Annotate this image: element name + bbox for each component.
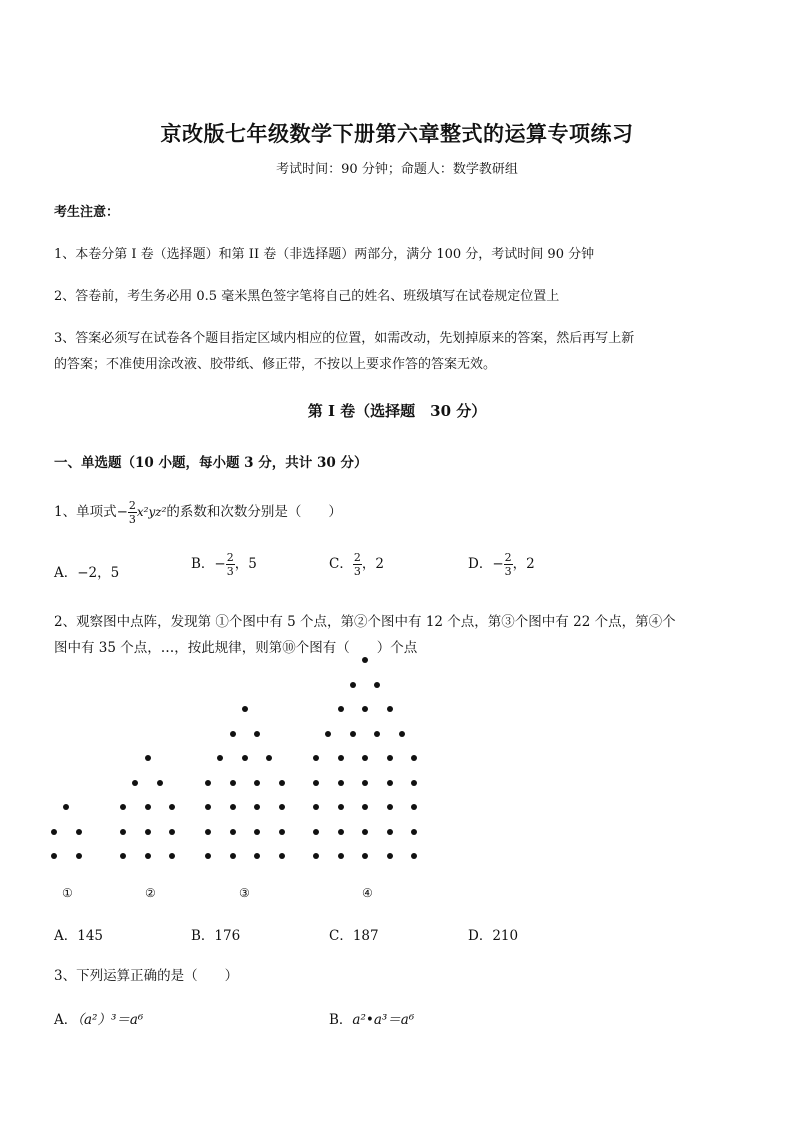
pattern-dot (313, 755, 319, 761)
pattern-dot (205, 829, 211, 835)
pattern-dot (374, 682, 380, 688)
pattern-dot (411, 755, 417, 761)
figure-label-4: ④ (362, 886, 373, 900)
q1-option-a[interactable] (54, 561, 119, 581)
pattern-dot (411, 853, 417, 859)
pattern-dot (51, 853, 57, 859)
pattern-dot (254, 829, 260, 835)
q3-option-a[interactable] (54, 1008, 143, 1028)
option-tail: ，2 (361, 556, 384, 572)
pattern-dot (76, 853, 82, 859)
pattern-dot (279, 780, 285, 786)
option-tail: ，2 (512, 556, 535, 572)
pattern-dot (411, 780, 417, 786)
q2-option-a[interactable]: A．145 (54, 928, 104, 944)
pattern-dot (338, 804, 344, 810)
option-label: A． (54, 1012, 78, 1028)
pattern-dot (205, 853, 211, 859)
pattern-dot (387, 706, 393, 712)
question-1-stem (54, 500, 342, 525)
pattern-dot (230, 780, 236, 786)
question-2-stem-line1: 2、观察图中点阵，发现第 ①个图中有 5 个点，第②个图中有 12 个点，第③个图中有 22 个点，第④个 (54, 614, 676, 630)
notice-item: 3、答案必须写在试卷各个题目指定区域内相应的位置，如需改动，先划掉原来的答案，然后再写上新 (54, 331, 635, 346)
pattern-dot (313, 804, 319, 810)
pattern-dot (169, 853, 175, 859)
pattern-dot (338, 829, 344, 835)
pattern-dot (374, 731, 380, 737)
q1-option-b[interactable] (191, 552, 257, 577)
pattern-dot (350, 682, 356, 688)
pattern-dot (230, 731, 236, 737)
pattern-dot (279, 829, 285, 835)
pattern-dot (362, 706, 368, 712)
pattern-dot (350, 731, 356, 737)
pattern-dot (145, 755, 151, 761)
pattern-dot (313, 853, 319, 859)
q1-fraction-numerator: 2 (128, 499, 136, 512)
pattern-dot (279, 853, 285, 859)
fraction-denominator: 3 (504, 565, 512, 578)
pattern-dot (387, 755, 393, 761)
part-heading: 一、单选题（10 小题，每小题 3 分，共计 30 分） (54, 455, 368, 471)
question-2-stem-line2: 图中有 35 个点，…，按此规律，则第⑩个图有（ ）个点 (54, 640, 418, 656)
q1-sign: − (116, 504, 128, 520)
pattern-dot (325, 731, 331, 737)
pattern-dot (266, 755, 272, 761)
fraction-numerator: 2 (353, 551, 361, 564)
pattern-dot (145, 804, 151, 810)
pattern-dot (338, 755, 344, 761)
option-label: C． (329, 556, 353, 572)
figure-label-1: ① (62, 886, 73, 900)
q1-option-c[interactable] (329, 552, 384, 577)
figure-label-3: ③ (239, 886, 250, 900)
fraction-denominator: 3 (226, 565, 234, 578)
q1-option-d[interactable] (468, 552, 535, 577)
pattern-dot (362, 780, 368, 786)
q2-option-c[interactable]: C．187 (329, 928, 379, 944)
pattern-dot (254, 804, 260, 810)
pattern-dot (254, 780, 260, 786)
option-sign: − (214, 556, 226, 572)
q3-option-b[interactable] (329, 1008, 414, 1028)
fraction-numerator: 2 (504, 551, 512, 564)
pattern-dot (120, 804, 126, 810)
option-label: A． (54, 565, 78, 581)
pattern-dot (230, 804, 236, 810)
pattern-dot (338, 780, 344, 786)
pattern-dot (362, 804, 368, 810)
pattern-dot (362, 829, 368, 835)
pattern-dot (242, 706, 248, 712)
pattern-dot (169, 829, 175, 835)
figure-label-2: ② (145, 886, 156, 900)
pattern-dot (362, 853, 368, 859)
section-title: 第 I 卷（选择题 30 分） (307, 402, 487, 420)
option-fraction (226, 552, 235, 577)
pattern-dot (279, 804, 285, 810)
q1-expression: x²yz² (136, 505, 167, 519)
q1-fraction (128, 500, 137, 525)
pattern-dot (387, 853, 393, 859)
notice-item: 1、本卷分第 I 卷（选择题）和第 II 卷（非选择题）两部分，满分 100 分，考试时间 90 分钟 (54, 247, 595, 262)
pattern-dot (205, 780, 211, 786)
pattern-dot (230, 853, 236, 859)
question-3-stem: 3、下列运算正确的是（ ） (54, 968, 239, 984)
notice-heading: 考生注意： (54, 205, 120, 220)
pattern-dot (230, 829, 236, 835)
pattern-dot (145, 853, 151, 859)
q1-suffix: 的系数和次数分别是（ ） (166, 504, 342, 520)
page-title: 京改版七年级数学下册第六章整式的运算专项练习 (160, 121, 634, 146)
pattern-dot (387, 829, 393, 835)
option-fraction (353, 552, 362, 577)
pattern-dot (157, 780, 163, 786)
pattern-dot (254, 853, 260, 859)
fraction-numerator: 2 (226, 551, 234, 564)
pattern-dot (362, 755, 368, 761)
option-sign: − (492, 556, 504, 572)
option-tail: ，5 (234, 556, 257, 572)
pattern-dot (411, 804, 417, 810)
q2-option-d[interactable]: D．210 (468, 928, 519, 944)
pattern-dot (145, 829, 151, 835)
pattern-dot (76, 829, 82, 835)
pattern-dot (338, 706, 344, 712)
pattern-dot (362, 657, 368, 663)
pattern-dot (411, 829, 417, 835)
pattern-dot (387, 804, 393, 810)
pattern-dot (242, 755, 248, 761)
fraction-denominator: 3 (353, 565, 361, 578)
pattern-dot (399, 731, 405, 737)
pattern-dot (169, 804, 175, 810)
pattern-dot (387, 780, 393, 786)
option-label: B． (191, 556, 215, 572)
option-text: −2，5 (77, 565, 120, 581)
pattern-dot (313, 780, 319, 786)
pattern-dot (120, 829, 126, 835)
pattern-dot (254, 731, 260, 737)
pattern-dot (205, 804, 211, 810)
option-label: D． (468, 556, 493, 572)
q1-fraction-denominator: 3 (128, 513, 136, 526)
exam-subtitle: 考试时间：90 分钟；命题人：数学教研组 (276, 162, 518, 177)
option-text: a²•a³＝a⁶ (352, 1012, 415, 1028)
pattern-dot (120, 853, 126, 859)
notice-item: 2、答卷前，考生务必用 0.5 毫米黑色签字笔将自己的姓名、班级填写在试卷规定位置上 (54, 289, 560, 304)
option-fraction (504, 552, 513, 577)
notice-item-continued: 的答案；不准使用涂改液、胶带纸、修正带，不按以上要求作答的答案无效。 (54, 357, 497, 372)
q1-prefix: 1、单项式 (54, 504, 117, 520)
pattern-dot (51, 829, 57, 835)
pattern-dot (338, 853, 344, 859)
pattern-dot (313, 829, 319, 835)
option-text: （a²）³＝a⁶ (77, 1012, 144, 1028)
pattern-dot (63, 804, 69, 810)
pattern-dot (217, 755, 223, 761)
option-label: B． (329, 1012, 353, 1028)
q2-option-b[interactable]: B．176 (191, 928, 241, 944)
pattern-dot (132, 780, 138, 786)
